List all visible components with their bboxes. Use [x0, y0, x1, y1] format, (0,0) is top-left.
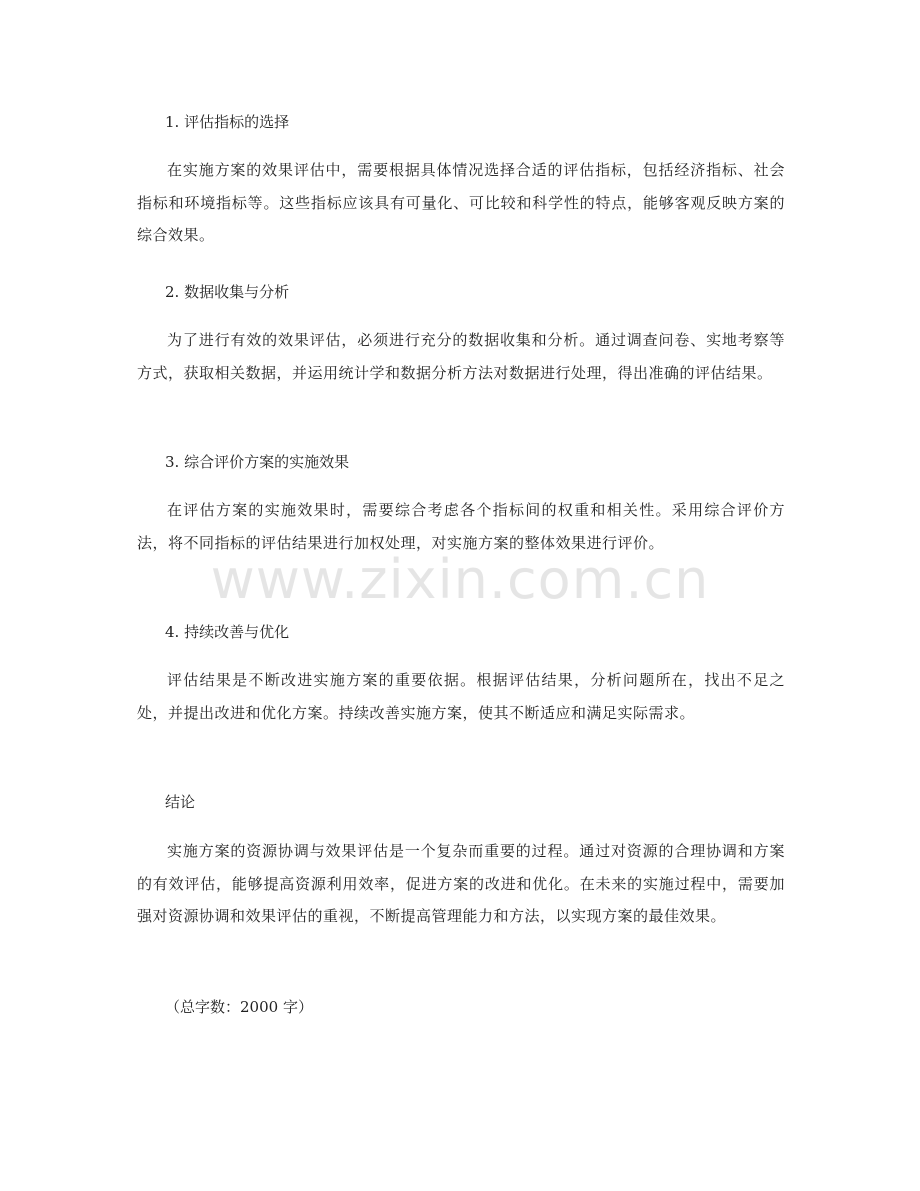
- section-heading-2: 2. 数据收集与分析: [165, 283, 290, 301]
- section-paragraph-2: 为了进行有效的效果评估，必须进行充分的数据收集和分析。通过调查问卷、实地考察等方式，获取相关数据，并运用统计学和数据分析方法对数据进行处理，得出准确的评估结果。: [137, 331, 785, 382]
- section-paragraph-1: 在实施方案的效果评估中，需要根据具体情况选择合适的评估指标，包括经济指标、社会指标和环境指标等。这些指标应该具有可量化、可比较和科学性的特点，能够客观反映方案的综合效果。: [137, 161, 785, 244]
- section-paragraph-4: 评估结果是不断改进实施方案的重要依据。根据评估结果，分析问题所在，找出不足之处，并提出改进和优化方案。持续改善实施方案，使其不断适应和满足实际需求。: [137, 671, 785, 722]
- section-heading-4: 4. 持续改善与优化: [165, 623, 290, 641]
- conclusion-paragraph: 实施方案的资源协调与效果评估是一个复杂而重要的过程。通过对资源的合理协调和方案的有效评估，能够提高资源利用效率，促进方案的改进和优化。在未来的实施过程中，需要加强对资源协调和效果评估的重视，不断提高管理能力和方法，以实现方案的最佳效果。: [137, 842, 785, 925]
- section-heading-1: 1. 评估指标的选择: [165, 113, 290, 131]
- section-paragraph-3: 在评估方案的实施效果时，需要综合考虑各个指标间的权重和相关性。采用综合评价方法，将不同指标的评估结果进行加权处理，对实施方案的整体效果进行评价。: [137, 501, 785, 552]
- watermark: www.zixin.com.cn: [210, 548, 710, 611]
- section-heading-3: 3. 综合评价方案的实施效果: [165, 453, 350, 471]
- word-count-note: （总字数：2000 字）: [165, 998, 313, 1016]
- conclusion-heading: 结论: [165, 793, 196, 811]
